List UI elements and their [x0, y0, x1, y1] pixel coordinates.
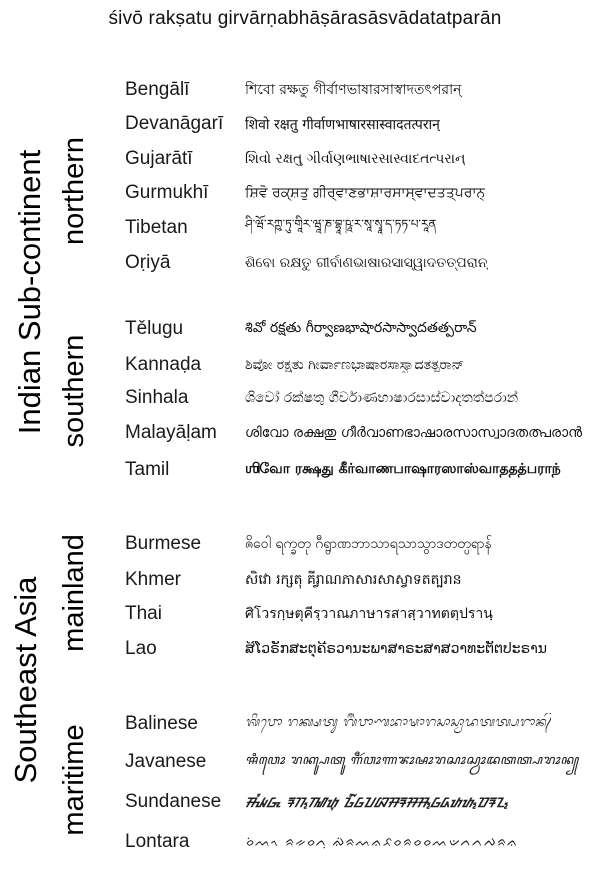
subregion-label-northern: northern: [58, 137, 90, 246]
language-name: Lontara: [125, 831, 190, 852]
language-name: Khmer: [125, 569, 181, 590]
script-sample: শিবো রক্ষতু গীর্বাণভাষারসাস্বাদতৎপরান্: [245, 82, 462, 98]
language-name: Malayāḷam: [125, 422, 217, 443]
script-row-tamil: [125, 456, 595, 484]
script-sample: ஶிவோ ரக்ஷது கீர்வாணபாஷாரஸாஸ்வாததத்பராந்: [245, 461, 561, 477]
script-row-gujarati: [125, 145, 595, 173]
page-title: śivō rakṣatu girvārṇabhāṣārasāsvādatatparān: [108, 8, 502, 29]
script-row-gurmukhi: [125, 179, 595, 207]
script-sample: शिवो रक्षतु गीर्वाणभाषारसास्वादतत्परान्: [245, 116, 440, 133]
script-row-lontara: [125, 828, 595, 856]
script-row-burmese: [125, 530, 595, 558]
script-sample: શિવો રક્ષતુ ગીર્વાણભાષારસાસ્વાદતત્પરાન્: [245, 151, 466, 167]
script-row-tibetan: [125, 214, 595, 242]
script-sample: ਸ਼ਿਵੋ ਰਕ੍ਸ਼ਤੁ ਗੀਰ੍ਵਾਣਭਾਸ਼ਾਰਸਾਸ੍ਵਾਦਤਤ੍ਪਰਾਨ੍: [245, 185, 486, 201]
language-name: Burmese: [125, 533, 202, 554]
script-sample: ଶିବୋ ରକ୍ଷତୁ ଗୀର୍ବାଣଭାଷାରସାସ୍ୱାଦତତ୍ପରାନ୍: [245, 255, 488, 271]
language-name: Devanāgarī: [125, 113, 224, 134]
language-name: Thai: [125, 603, 162, 624]
script-sample: ၐိဝေါ ရက္ခတု ဂီရ္ဗာဏဘာသာရသာသွာဒတတ္ပရာန်: [245, 535, 492, 552]
script-row-oriya: [125, 249, 595, 277]
script-sample: ꦯꦶꦮꦺꦴ ꦫꦏ꧀ꦰꦠꦸ ꦒꦷꦂꦮꦴꦟꦨꦴꦰꦴꦫꦱꦴꦱ꧀ꦮꦴꦢꦠꦠ꧀ꦥꦫꦴꦤ꧀: [245, 752, 579, 768]
language-name: Balinese: [125, 713, 198, 734]
region-label-indian-subcontinent: Indian Sub-continent: [12, 149, 47, 435]
subregion-label-mainland: mainland: [58, 534, 90, 652]
script-row-sundanese: [125, 788, 595, 816]
script-sample: ශිවෝ රක්ෂතු ගීර්වාණභාෂාරසාස්වාදතත්පරාන්: [245, 390, 519, 406]
subregion-label-southern: southern: [58, 334, 90, 448]
script-row-balinese: [125, 710, 595, 738]
script-sample: ສິໂວຣັກສະຕຸຄີຣວານະພາສາຣະສາສວາທະຕັຕປະຣານ: [245, 641, 547, 657]
script-sample: ཤི་ཝོ་རཀྵ་ཏུ་གཱིར་ཝཱ་ཎ་བྷཱ་ཥཱ་ར་སཱ་སྭཱ་ད་ཏཏ་པ་རཱན: [245, 217, 437, 231]
region-label-southeast-asia: Southeast Asia: [8, 576, 43, 784]
language-name: Sundanese: [125, 791, 222, 812]
script-sample: ศิโวรกฺษตุคีรฺวาณภาษารสาสฺวาทตตฺปรานฺ: [245, 606, 493, 622]
script-row-kannada: [125, 351, 595, 379]
language-name: Kannaḍa: [125, 354, 202, 375]
language-name: Lao: [125, 638, 157, 659]
language-name: Gujarātī: [125, 148, 193, 169]
script-sample: ᬰᬶᬯᭀ ᬭᬓ᭄ᬱᬢᬸ ᬕᬷᬃᬯᬵᬡᬪᬵᬱᬵᬭᬲᬵᬲ᭄ᬯᬵᬤᬢᬢ᭄ᬧᬭᬵᬦ᭄: [245, 714, 551, 730]
language-name: Gurmukhī: [125, 182, 209, 203]
script-row-devanagari: [125, 110, 595, 138]
script-row-malayalam: [125, 419, 595, 447]
language-name: Tělugu: [125, 318, 184, 339]
script-row-thai: [125, 600, 595, 628]
script-row-javanese: [125, 748, 595, 776]
script-sample: ശിവോ രക്ഷതു ഗീര്‍വാണഭാഷാരസാസ്വാദതത്പരാന്‍: [245, 425, 582, 441]
language-name: Sinhala: [125, 387, 189, 408]
script-sample: ಶಿವೋ ರಕ್ಷತು ಗೀರ್ವಾಣಭಾಷಾರಸಾಸ್ವಾದತತ್ಪರಾನ್: [245, 357, 465, 373]
script-sample: ᨔᨗᨓᨚ ᨑᨀᨔᨈᨘ ᨁᨗᨑᨓᨊᨅᨔᨑᨔᨔᨓᨉᨈᨈᨄᨑᨊ: [245, 834, 518, 850]
script-row-telugu: [125, 315, 595, 343]
language-name: Oṛiyā: [125, 252, 171, 273]
script-sample: శివో రక్షతు గీర్వాణభాషారసాస్వాదతత్పరాన్: [245, 319, 477, 336]
script-row-khmer: [125, 566, 595, 594]
language-name: Tamil: [125, 459, 170, 480]
language-name: Javanese: [125, 751, 207, 772]
language-name: Tibetan: [125, 217, 188, 238]
script-row-lao: [125, 635, 595, 663]
script-sample: ᮯᮤᮝᮧ ᮛᮊ᮪ᮮᮒᮥ ᮌᮤᮁᮝᮖᮘᮞᮛᮞᮞ᮪ᮝᮓᮒᮒ᮪ᮕᮛᮔ᮪: [245, 795, 509, 811]
script-sample: សិវោ រក្សតុ គីរ្វាណភាសារសាស្វាទតត្បរាន: [245, 571, 462, 588]
script-row-bengali: [125, 76, 595, 104]
subregion-label-maritime: maritime: [58, 724, 90, 836]
script-row-sinhala: [125, 384, 595, 412]
language-name: Bengālī: [125, 79, 190, 100]
